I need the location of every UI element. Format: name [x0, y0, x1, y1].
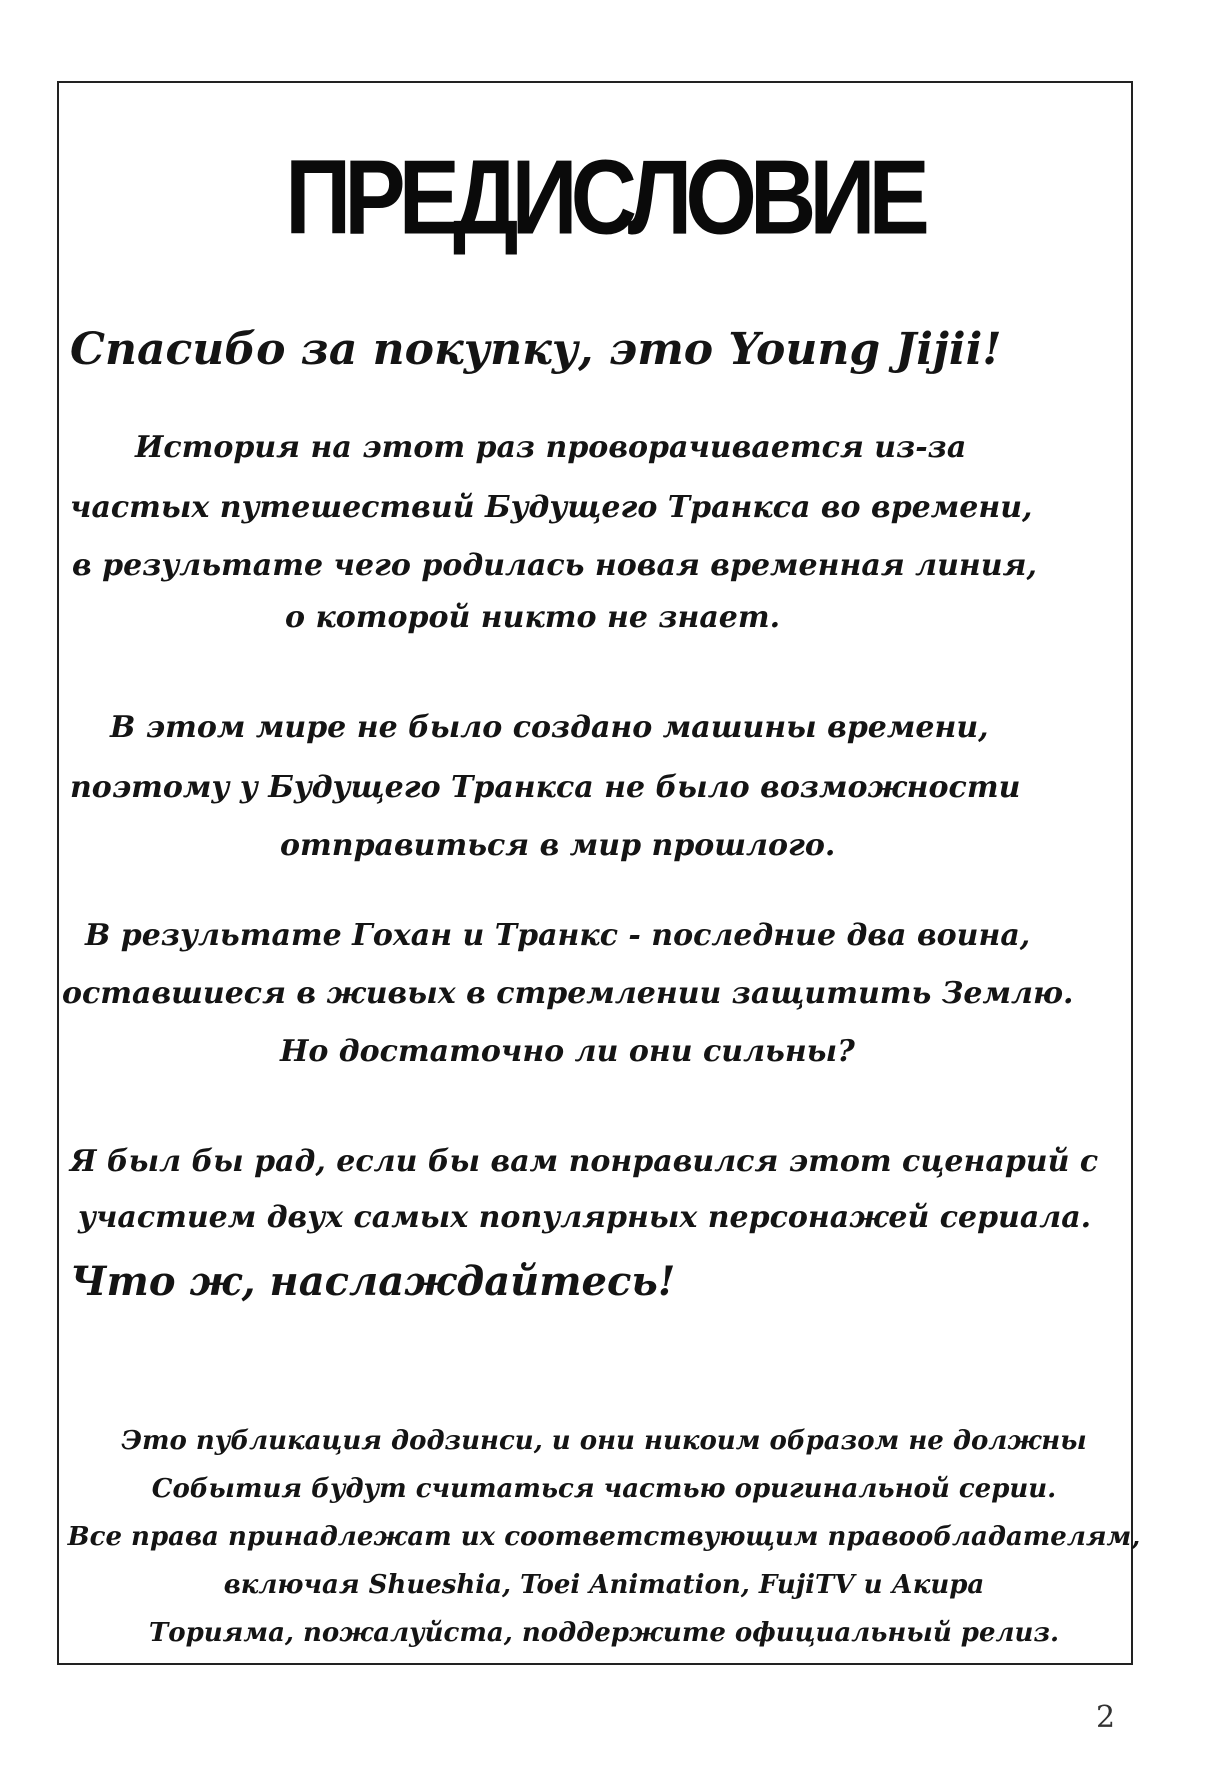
paragraph-3-line-1: В результате Гохан и Транкс - последние два воина,	[85, 918, 1031, 953]
paragraph-4-line-1: Я был бы рад, если бы вам понравился этот сценарий с	[70, 1144, 1099, 1179]
paragraph-4-line-2: участием двух самых популярных персонажей сериала.	[78, 1200, 1092, 1235]
paragraph-2-line-3: отправиться в мир прошлого.	[280, 828, 836, 863]
paragraph-1-line-4: о которой никто не знает.	[285, 600, 781, 635]
paragraph-1-line-3: в результате чего родилась новая временная линия,	[72, 548, 1037, 583]
disclaimer-line-3: Все права принадлежат их соответствующим правообладателям,	[67, 1522, 1141, 1552]
page-number: 2	[1096, 1700, 1116, 1735]
greeting-line: Спасибо за покупку, это Young Jijii!	[70, 324, 1002, 375]
paragraph-1-line-1: История на этот раз проворачивается из-за	[135, 430, 967, 465]
paragraph-1-line-2: частых путешествий Будущего Транкса во времени,	[70, 490, 1033, 525]
paragraph-3-line-3: Но достаточно ли они сильны?	[280, 1034, 855, 1069]
paragraph-3-line-2: оставшиеся в живых в стремлении защитить Землю.	[62, 976, 1074, 1011]
disclaimer-line-2: События будут считаться частью оригинальной серии.	[151, 1474, 1057, 1504]
closing-line: Что ж, наслаждайтесь!	[70, 1258, 676, 1305]
paragraph-2-line-2: поэтому у Будущего Транкса не было возможности	[70, 770, 1021, 805]
page-title: ПРЕДИСЛОВИЕ	[285, 139, 923, 257]
disclaimer-line-5: Торияма, пожалуйста, поддержите официальный релиз.	[148, 1618, 1060, 1648]
disclaimer-line-1: Это публикация додзинси, и они никоим образом не должны	[121, 1426, 1087, 1456]
disclaimer-line-4: включая Shueshia, Toei Animation, FujiTV и Акира	[223, 1570, 985, 1600]
paragraph-2-line-1: В этом мире не было создано машины времени,	[110, 710, 989, 745]
